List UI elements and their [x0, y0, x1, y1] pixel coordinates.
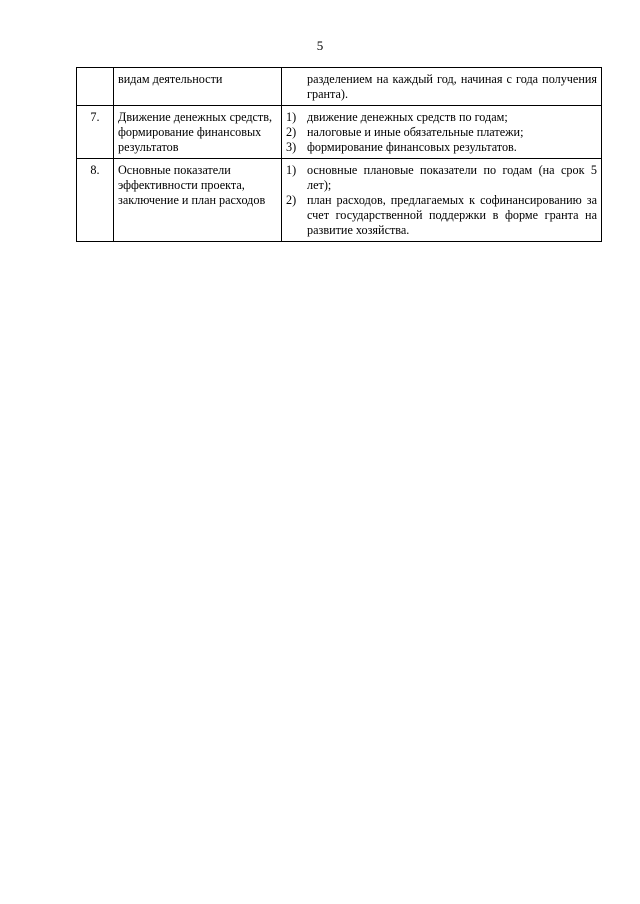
- list-item: [286, 193, 597, 238]
- table-row: [77, 68, 602, 106]
- section-content: [282, 159, 602, 242]
- requirements-table: [76, 67, 602, 242]
- section-name: Движение денежных средств, формирование финансовых результатов: [114, 106, 282, 159]
- list-item: [286, 125, 597, 140]
- row-number: 7.: [77, 106, 114, 159]
- content-list: [286, 163, 597, 238]
- section-name: Основные показатели эффективности проекта, заключение и план расходов: [114, 159, 282, 242]
- list-item-text: формирование финансовых результатов.: [307, 140, 517, 154]
- content-list: [286, 110, 597, 155]
- list-item-text: налоговые и иные обязательные платежи;: [307, 125, 524, 139]
- section-content: [282, 106, 602, 159]
- list-item: [286, 163, 597, 193]
- list-item-text: движение денежных средств по годам;: [307, 110, 508, 124]
- list-item-marker: 1): [286, 110, 297, 124]
- page-number: 5: [316, 38, 324, 53]
- list-item-text: план расходов, предлагаемых к софинансированию за счет государственной поддержки в форме гранта на развитие хозяйства.: [307, 193, 597, 237]
- list-item-marker: 1): [286, 163, 297, 177]
- section-name: видам деятельности: [114, 68, 282, 106]
- row-number: [77, 68, 114, 106]
- list-item-text: основные плановые показатели по годам (на срок 5 лет);: [307, 163, 597, 192]
- row-number: 8.: [77, 159, 114, 242]
- list-item-marker: 3): [286, 140, 297, 154]
- list-item-marker: 2): [286, 193, 297, 207]
- list-item: [286, 140, 597, 155]
- table-row: [77, 159, 602, 242]
- table-row: [77, 106, 602, 159]
- content-continuation: разделением на каждый год, начиная с года получения гранта).: [307, 72, 597, 101]
- section-content: [282, 68, 602, 106]
- list-item-marker: 2): [286, 125, 297, 139]
- list-item: [286, 110, 597, 125]
